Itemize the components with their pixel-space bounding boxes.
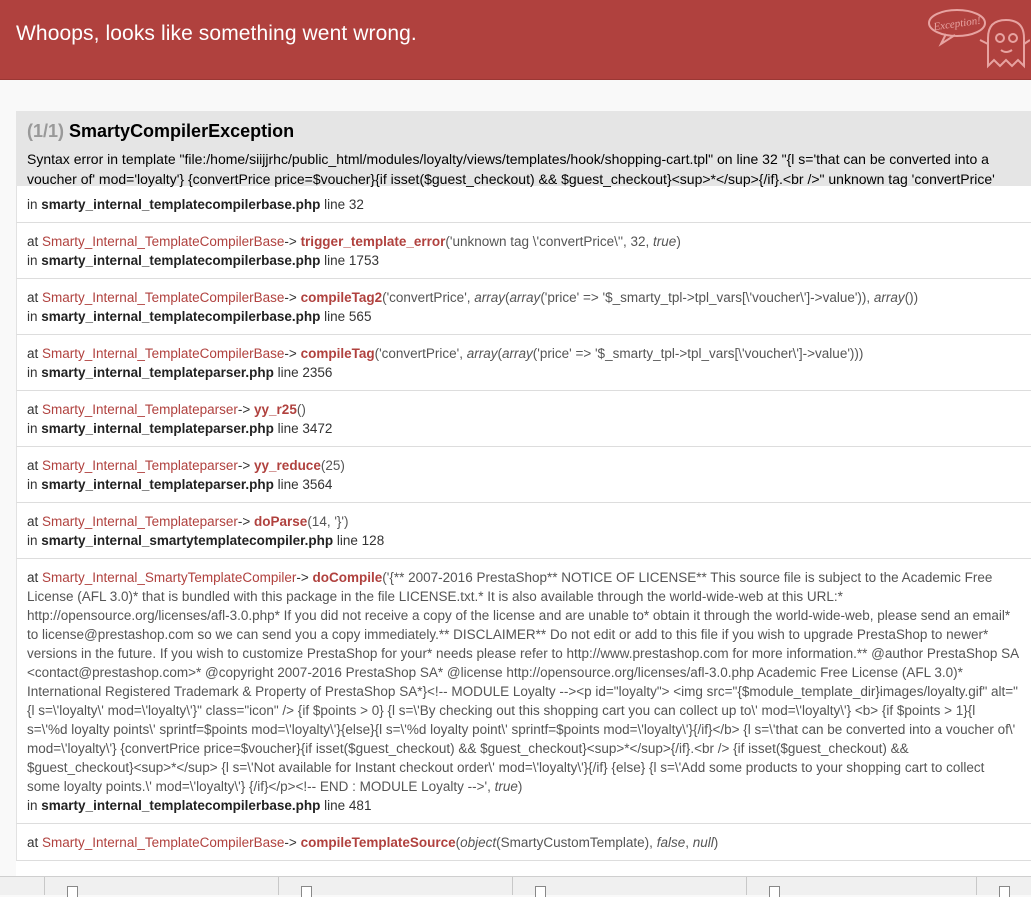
trace-args: () (296, 402, 306, 417)
trace-args: (25) (320, 458, 345, 473)
trace-prefix: at (27, 458, 39, 473)
trace-class: Smarty_Internal_TemplateCompilerBase (42, 346, 285, 361)
trace-args-end: ) (676, 234, 681, 249)
trace-file: smarty_internal_templatecompilerbase.php (41, 309, 321, 324)
trace-arrow: -> (284, 234, 297, 249)
trace-function: yy_r25 (254, 402, 297, 417)
trace-prefix: at (27, 835, 39, 850)
trace-arrow: -> (237, 402, 251, 417)
exception-count: (1/1) (27, 121, 65, 141)
trace-class: Smarty_Internal_SmartyTemplateCompiler (42, 570, 297, 585)
exception-panel (16, 111, 1031, 881)
trace-line: line 2356 (277, 365, 333, 380)
trace-class: Smarty_Internal_TemplateCompilerBase (42, 290, 285, 305)
trace-prefix: at (27, 570, 39, 585)
error-heading: Whoops, looks like something went wrong. (16, 22, 417, 45)
trace-line: line 1753 (324, 253, 379, 268)
trace-args-keyword: array (509, 290, 541, 305)
trace-line: line 565 (324, 309, 372, 324)
trace-function: doCompile (312, 570, 383, 585)
file-icon (301, 886, 312, 897)
trace-args-keyword: array (474, 290, 506, 305)
taskbar-tab[interactable] (746, 877, 977, 895)
trace-line: line 3564 (277, 477, 333, 492)
taskbar-tab[interactable] (976, 877, 1031, 895)
trace-args-mid: ( (505, 290, 510, 305)
trace-file-prefix: in (27, 365, 38, 380)
trace-line: line 3472 (277, 421, 333, 436)
trace-file: smarty_internal_templatecompilerbase.php (41, 798, 321, 813)
trace-args-keyword: array (502, 346, 533, 361)
trace-file-prefix: in (27, 798, 38, 813)
trace-item (16, 447, 1031, 503)
trace-item (16, 503, 1031, 559)
trace-file-prefix: in (27, 253, 38, 268)
trace-function: yy_reduce (254, 458, 321, 473)
trace-function: compileTemplateSource (300, 835, 456, 850)
trace-file-prefix: in (27, 309, 38, 324)
trace-function: doParse (254, 514, 308, 529)
trace-class: Smarty_Internal_TemplateCompilerBase (42, 234, 285, 249)
trace-args-rest: ('price' => '$_smarty_tpl->tpl_vars[\'voucher\']->value'))) (532, 346, 864, 361)
trace-args: ('{** 2007-2016 PrestaShop** NOTICE OF LICENSE** This source file is subject to the Academic Free License (AFL 3.0)* that is bundled with this package in the file LICENSE.txt.* It is also available through the world-wide-web at this URL:* http://opensource.org/licenses/afl-3.0.php* If you did not receive a copy of the license and are unable to* obtain it through the world-wide-web, please send an email* to license@prestashop.com so we can send you a copy immediately.** DISCLAIMER** Do not edit or add to this file if you wish to upgrade PrestaShop to newer* versions in the future. If you wish to customize PrestaShop for your* needs please refer to http://www.prestashop.com for more information.** @author PrestaShop SA <contact@prestashop.com>* @copyright 2007-2016 PrestaShop SA* @license http://opensource.org/licenses/afl-3.0.php Academic Free License (AFL 3.0)* International Registered Trademark & Property of PrestaShop SA*}<!-- MODULE Loyalty --><p id="loyalty"> <img src="{$module_template_dir}images/loyalty.gif" alt="{l s=\'loyalty\' mod=\'loyalty\'}" class="icon" /> {if $points > 0} {l s=\'By checking out this shopping cart you can collect up to\' mod=\'loyalty\'} <b> {if $points > 1}{l s=\'%d loyalty points\' sprintf=$points mod=\'loyalty\'}{else}{l s=\'%d loyalty point\' sprintf=$points mod=\'loyalty\'}{/if}</b> {l s=\'that can be converted into a voucher of\' mod=\'loyalty\'} {convertPrice price=$voucher}{if isset($guest_checkout) && $guest_checkout}<sup>*</sup>{/if}.<br /> {if isset($guest_checkout) && $guest_checkout}<sup>*</sup> {l s=\'Not available for Instant checkout order\' mod=\'loyalty\'}{/if} {else} {l s=\'Add some products to your shopping cart to collect some loyalty points.\' mod=\'loyalty\'} {/if}</p><!-- END : MODULE Loyalty -->', (27, 570, 1019, 794)
trace-item (16, 186, 1031, 223)
trace-item (16, 559, 1031, 824)
exception-title (27, 120, 1019, 142)
trace-args-keyword: false (656, 835, 686, 850)
trace-args-keyword: null (692, 835, 714, 850)
trace-line: line 128 (336, 533, 385, 548)
trace-file: smarty_internal_templatecompilerbase.php (41, 253, 321, 268)
trace-arrow: -> (284, 835, 297, 850)
trace-args-end: ) (517, 779, 523, 794)
trace-arrow: -> (296, 570, 309, 585)
trace-item (16, 391, 1031, 447)
trace-args: ('convertPrice', (382, 290, 475, 305)
trace-item (16, 279, 1031, 335)
exception-ghost-icon (924, 4, 1030, 74)
trace-args-keyword: true (653, 234, 677, 249)
trace-args-end: ) (713, 835, 719, 850)
trace-args: (14, '}') (307, 514, 349, 529)
trace-arrow: -> (284, 290, 297, 305)
trace-args-rest: , (685, 835, 693, 850)
file-icon (535, 886, 546, 897)
trace-args-mid: (SmartyCustomTemplate), (496, 835, 657, 850)
trace-file-prefix: in (27, 533, 38, 548)
trace-file-prefix: in (27, 477, 38, 492)
trace-prefix: at (27, 514, 39, 529)
trace-function: compileTag (300, 346, 375, 361)
trace-args: ('convertPrice', (374, 346, 467, 361)
trace-file: smarty_internal_templatecompilerbase.php (41, 197, 321, 212)
trace-file-prefix: in (27, 421, 38, 436)
trace-item (16, 824, 1031, 861)
trace-args-rest: ('price' => '$_smarty_tpl->tpl_vars[\'voucher\']->value')), (540, 290, 874, 305)
taskbar-tab[interactable] (44, 877, 279, 895)
trace-prefix: at (27, 402, 39, 417)
trace-file: smarty_internal_smartytemplatecompiler.php (41, 533, 334, 548)
file-icon (769, 886, 780, 897)
trace-args-mid: ( (497, 346, 503, 361)
trace-class: Smarty_Internal_Templateparser (42, 402, 238, 417)
trace-file: smarty_internal_templateparser.php (41, 477, 274, 492)
trace-file: smarty_internal_templateparser.php (41, 365, 274, 380)
trace-class: Smarty_Internal_TemplateCompilerBase (42, 835, 285, 850)
trace-class: Smarty_Internal_Templateparser (42, 458, 238, 473)
trace-function: trigger_template_error (300, 234, 446, 249)
trace-args-keyword: true (494, 779, 518, 794)
file-icon (999, 886, 1010, 897)
trace-function: compileTag2 (300, 290, 383, 305)
trace-args-keyword: array (466, 346, 498, 361)
trace-prefix: at (27, 234, 39, 249)
taskbar-strip (0, 876, 1031, 895)
exception-message: Syntax error in template "file:/home/siijjrhc/public_html/modules/loyalty/views/templates/hook/shopping-cart.tpl" on line 32 "{l s='that can be converted into a voucher of' mod='loyalty'} {convertPrice price=$voucher}{if isset($guest_checkout) && $guest_checkout}<sup>*</sup>{/if}.<br />" unknown tag 'convertPrice' (27, 151, 995, 187)
trace-prefix: at (27, 346, 39, 361)
trace-item (16, 335, 1031, 391)
trace-args: ('unknown tag \'convertPrice\'', 32, (445, 234, 654, 249)
taskbar-tab[interactable] (512, 877, 747, 895)
trace-args: ( (455, 835, 461, 850)
taskbar-tab[interactable] (278, 877, 513, 895)
trace-arrow: -> (284, 346, 297, 361)
file-icon (67, 886, 78, 897)
trace-file-prefix: in (27, 197, 38, 212)
exception-summary (16, 111, 1031, 186)
trace-class: Smarty_Internal_Templateparser (42, 514, 238, 529)
trace-args-keyword: object (460, 835, 497, 850)
error-header (0, 0, 1031, 80)
trace-arrow: -> (237, 514, 251, 529)
trace-line: line 32 (324, 197, 364, 212)
trace-prefix: at (27, 290, 39, 305)
exception-name: SmartyCompilerException (69, 121, 295, 141)
trace-args-keyword: array (873, 290, 905, 305)
trace-item (16, 223, 1031, 279)
trace-args-end: ()) (904, 290, 919, 305)
exception-badge-text: Exception! (932, 14, 982, 34)
trace-line: line 481 (324, 798, 372, 813)
trace-arrow: -> (237, 458, 251, 473)
trace-file: smarty_internal_templateparser.php (41, 421, 274, 436)
